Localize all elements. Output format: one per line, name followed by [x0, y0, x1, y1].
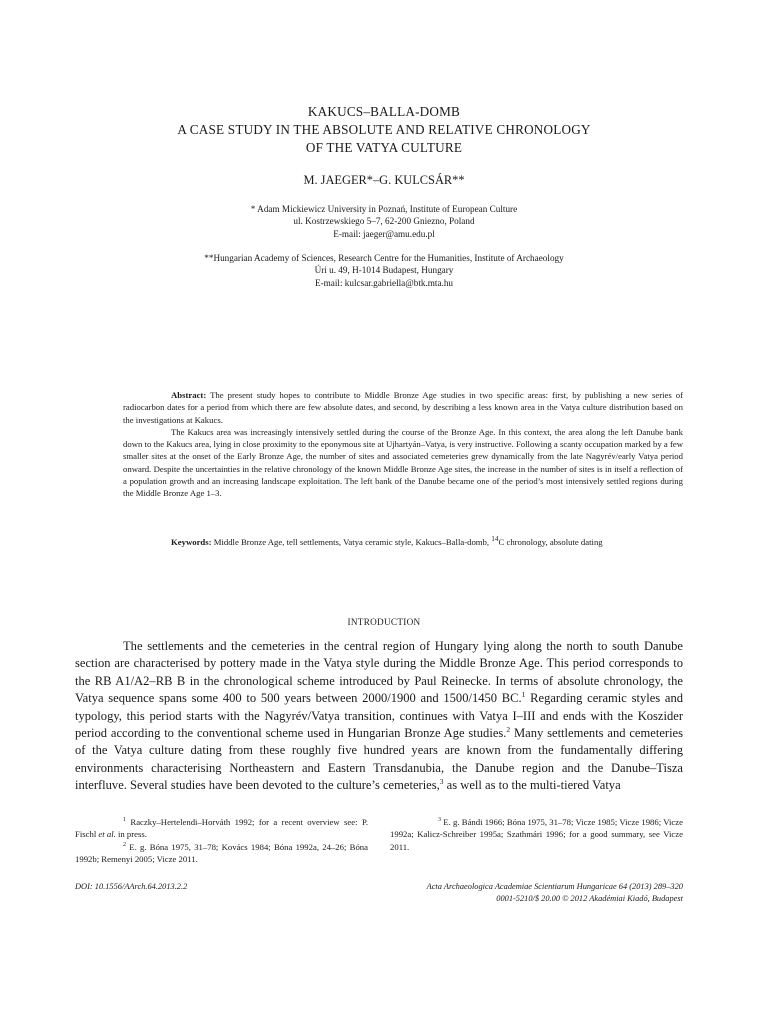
- footnote-3: [390, 816, 683, 853]
- body-text-segment: as well as to the multi-tiered Vatya: [443, 778, 621, 793]
- abstract: [123, 389, 683, 500]
- footnote-ref-2[interactable]: 2: [506, 724, 511, 734]
- affiliation-line: ul. Kostrzewskiego 5–7, 62-200 Gniezno, Poland: [293, 216, 475, 227]
- footnote-number: 3: [438, 817, 441, 824]
- footnote-text: Raczky–Hertelendi–Horváth 1992; for a recent overview see: P. Fischl: [75, 817, 368, 840]
- footnote-text: in press.: [115, 829, 147, 840]
- title-line: KAKUCS–BALLA-DOMB: [307, 104, 461, 119]
- footnote-text: E. g. Bándi 1966; Bóna 1975, 31–78; Vicze 1985; Vicze 1986; Vicze 1992a; Kalicz-Schreiber 1995a; Szathmári 1996; for a good summary, see Vicze 2011.: [390, 817, 683, 852]
- abstract-paragraph-2: The Kakucs area was increasingly intensively settled during the course of the Bronze Age. In this context, the area along the left Danube bank down to the Kakucs area, lying in close proximity to the eponymous site at Ujhartyán–Vatya, is very instructive. Following a scanty occupation marked by a few smaller sites at the onset of the Early Bronze Age, the number of sites and associated cemeteries grew dynamically from the late Nagyrév/early Vatya period onward. Despite the uncertainties in the relative chronology of the known Middle Bronze Age sites, the increase in the number of sites is in itself a reflection of a population growth and an increasing landscape exploitation. The left bank of the Danube became one of the period’s most intensively settled regions during the Middle Bronze Age 1–3.: [123, 426, 683, 499]
- affiliation-line: **Hungarian Academy of Sciences, Research Centre for the Humanities, Institute of Archaeology: [204, 253, 564, 263]
- body-text-segment: The settlements and the cemeteries in the central region of Hungary lying along the north to south Danube section are characterised by pottery made in the Vatya style during the Middle Bronze Age. This period corresponds to the RB A1/A2–RB B in the chronological scheme introduced by Paul Reinecke. In terms of absolute chronology, the Vatya sequence spans some 400 to 500 years between 2000/1900 and 1500/1450 BC.: [75, 639, 683, 706]
- section-heading-introduction: INTRODUCTION: [347, 617, 421, 627]
- footnote-ref-3[interactable]: 3: [439, 777, 444, 787]
- affiliation-1: [0, 203, 768, 240]
- body-paragraph: [75, 638, 683, 795]
- title-line: OF THE VATYA CULTURE: [305, 140, 463, 155]
- affiliation-email: E-mail: jaeger@amu.edu.pl: [333, 228, 435, 239]
- footnote-text: E. g. Bóna 1975, 31–78; Kovács 1984; Bóna 1992a, 24–26; Bóna 1992b; Remenyi 2005; Vicze 2011.: [75, 841, 368, 865]
- affiliation-line: Úri u. 49, H-1014 Budapest, Hungary: [314, 265, 454, 276]
- footnote-italic: et al.: [98, 829, 116, 840]
- keywords-label: Keywords:: [171, 536, 212, 547]
- footnotes-left-column: [75, 816, 368, 866]
- affiliation-line: * Adam Mickiewicz University in Poznań, Institute of European Culture: [250, 204, 518, 214]
- keywords-text: C chronology, absolute dating: [498, 536, 603, 547]
- abstract-label: Abstract:: [171, 390, 207, 400]
- footnote-ref-1[interactable]: 1: [521, 690, 526, 700]
- keywords: [123, 533, 683, 548]
- journal-citation: [427, 881, 683, 905]
- abstract-text: The present study hopes to contribute to Middle Bronze Age studies in two specific areas: first, by publishing a new series of radiocarbon dates for a period from which there are few absolute dates, and second, by describing a less known area in the Vatya culture distribution based on the investigations at Kakucs.: [123, 390, 683, 425]
- footnotes-right-column: [390, 816, 683, 866]
- article-title: [0, 103, 768, 157]
- doi[interactable]: DOI: 10.1556/AArch.64.2013.2.2: [75, 882, 188, 891]
- body-text-segment: Many settlements and cemeteries of the Vatya culture dating from these roughly five hundred years are known from the fundamentally differing environments characterising Northeastern and Eastern Transdanubia, the Danube region and the Danube–Tisza interfluve. Several studies have been devoted to the culture’s cemeteries,: [75, 726, 684, 793]
- footnotes: [75, 816, 683, 866]
- footnote-number: 2: [123, 841, 126, 848]
- journal-name: Acta Archaeologica Academiae Scientiarum Hungaricae 64 (2013) 289–320: [426, 882, 683, 891]
- title-line: A CASE STUDY IN THE ABSOLUTE AND RELATIVE CHRONOLOGY: [177, 122, 591, 137]
- affiliation-email: E-mail: kulcsar.gabriella@btk.mta.hu: [314, 277, 454, 288]
- introduction-body: [75, 638, 683, 795]
- affiliation-2: [0, 252, 768, 289]
- authors: M. JAEGER*–G. KULCSÁR**: [303, 173, 465, 187]
- keywords-superscript: 14: [491, 535, 499, 543]
- footnote-number: 1: [123, 817, 126, 824]
- footnote-1: [75, 816, 368, 841]
- body-text-segment: Regarding ceramic styles and typology, this period starts with the Nagyrév/Vatya transition, continues with Vatya I–III and ends with the Koszider period according to the conventional scheme used in Hungarian Bronze Age studies.: [75, 691, 683, 741]
- abstract-paragraph-1: [123, 389, 683, 426]
- footnote-2: [75, 841, 368, 866]
- issn-publisher: 0001-5210/$ 20.00 © 2012 Akadémiai Kiadó, Budapest: [496, 894, 683, 903]
- keywords-text: Middle Bronze Age, tell settlements, Vatya ceramic style, Kakucs–Balla-domb,: [211, 536, 492, 547]
